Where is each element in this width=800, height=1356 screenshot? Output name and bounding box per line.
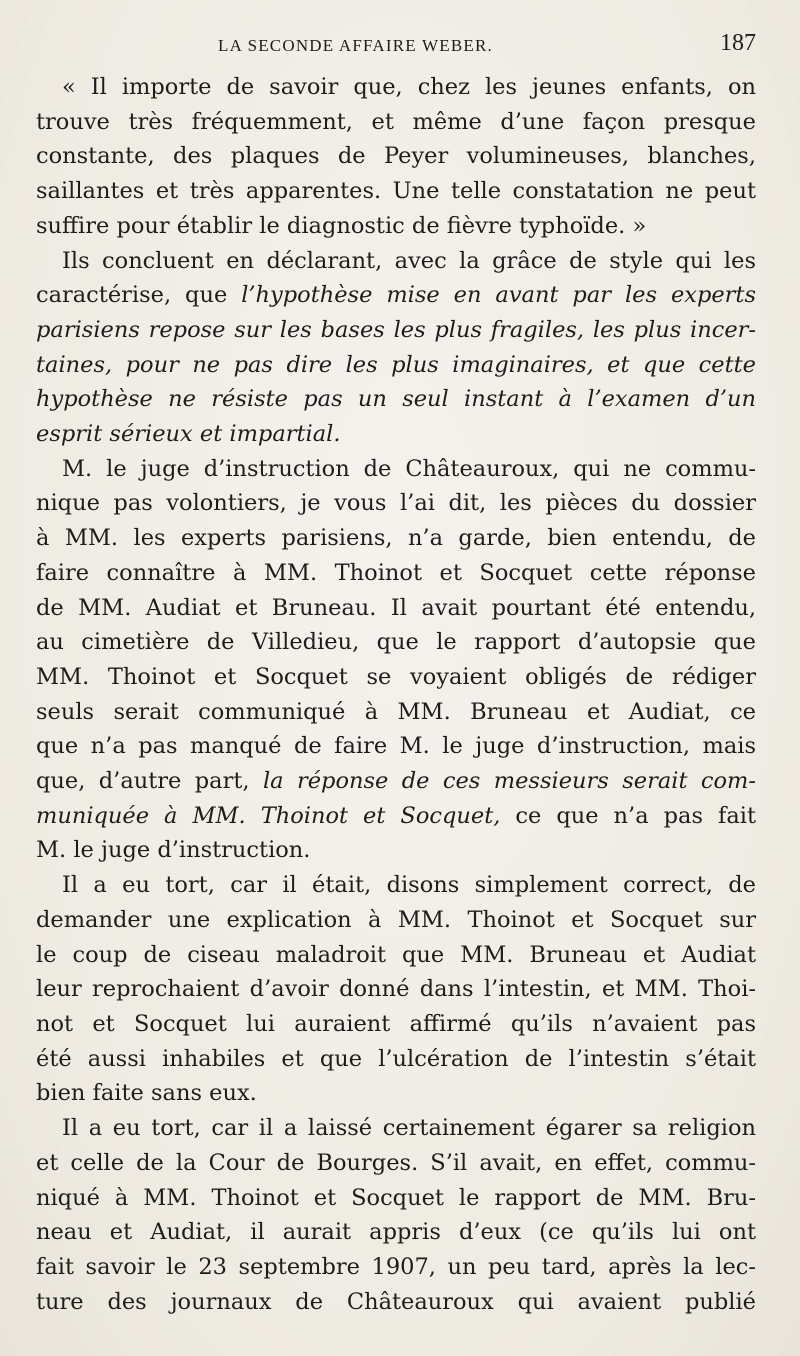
text-line: hypothèse ne résiste pas un seul instant à l’examen d’un — [36, 386, 756, 413]
text-line: Ils concluent en déclarant, avec la grâce de style qui les — [62, 247, 756, 274]
text-line: suffire pour établir le diagnostic de fièvre typhoïde. » — [36, 212, 647, 239]
text-line: seuls serait communiqué à MM. Bruneau et Audiat, ce — [36, 698, 756, 725]
text-line: à MM. les experts parisiens, n’a garde, bien entendu, de — [36, 525, 756, 552]
text-line: constante, des plaques de Peyer volumineuses, blanches, — [36, 143, 756, 170]
text-line: niqué à MM. Thoinot et Socquet le rapport de MM. Bru- — [36, 1184, 756, 1211]
text-line: que, d’autre part, la réponse de ces messieurs serait com- — [36, 768, 756, 795]
text-line: Il a eu tort, car il était, disons simplement correct, de — [62, 872, 756, 899]
paragraph — [36, 868, 756, 1111]
text-line: Il a eu tort, car il a laissé certainement égarer sa religion — [62, 1115, 756, 1142]
text-line: MM. Thoinot et Socquet se voyaient obligés de rédiger — [36, 663, 756, 690]
text-line: de MM. Audiat et Bruneau. Il avait pourtant été entendu, — [36, 594, 756, 621]
text-line: trouve très fréquemment, et même d’une façon presque — [36, 108, 756, 135]
text-line: le coup de ciseau maladroit que MM. Bruneau et Audiat — [36, 941, 756, 968]
text-line: demander une explication à MM. Thoinot et Socquet sur — [36, 906, 756, 933]
body-text — [36, 70, 756, 1319]
text-line: fait savoir le 23 septembre 1907, un peu tard, après la lec- — [36, 1253, 756, 1280]
paragraph — [36, 70, 756, 244]
text-line: nique pas volontiers, je vous l’ai dit, les pièces du dossier — [36, 490, 756, 517]
text-line: muniquée à MM. Thoinot et Socquet, ce que n’a pas fait — [36, 802, 756, 829]
running-title: LA SECONDE AFFAIRE WEBER. — [218, 36, 493, 55]
text-line: et celle de la Cour de Bourges. S’il avait, en effet, commu- — [36, 1149, 756, 1176]
text-line: esprit sérieux et impartial. — [36, 421, 341, 448]
paragraph — [36, 244, 756, 452]
running-head — [36, 30, 756, 70]
paragraph — [36, 1111, 756, 1319]
text-line: faire connaître à MM. Thoinot et Socquet cette réponse — [36, 559, 756, 586]
text-line: not et Socquet lui auraient affirmé qu’ils n’avaient pas — [36, 1010, 756, 1037]
text-line: été aussi inhabiles et que l’ulcération de l’intestin s’était — [36, 1045, 756, 1072]
text-line: « Il importe de savoir que, chez les jeunes enfants, on — [62, 74, 756, 100]
text-line: M. le juge d’instruction. — [36, 837, 311, 864]
page-number: 187 — [720, 30, 756, 56]
text-line: neau et Audiat, il aurait appris d’eux (ce qu’ils lui ont — [36, 1219, 756, 1246]
paragraph — [36, 452, 756, 868]
text-line: saillantes et très apparentes. Une telle constatation ne peut — [36, 178, 756, 205]
text-line: leur reprochaient d’avoir donné dans l’intestin, et MM. Thoi- — [36, 976, 756, 1003]
text-line: caractérise, que l’hypothèse mise en avant par les experts — [36, 282, 757, 309]
text-line: bien faite sans eux. — [36, 1080, 257, 1107]
text-line: M. le juge d’instruction de Châteauroux, qui ne commu- — [62, 455, 756, 482]
text-line: parisiens repose sur les bases les plus fragiles, les plus incer- — [36, 316, 756, 343]
text-line: au cimetière de Villedieu, que le rapport d’autopsie que — [36, 629, 756, 656]
text-line: que n’a pas manqué de faire M. le juge d’instruction, mais — [36, 733, 756, 760]
text-line: ture des journaux de Châteauroux qui avaient publié — [36, 1288, 756, 1315]
text-line: taines, pour ne pas dire les plus imaginaires, et que cette — [36, 351, 756, 378]
